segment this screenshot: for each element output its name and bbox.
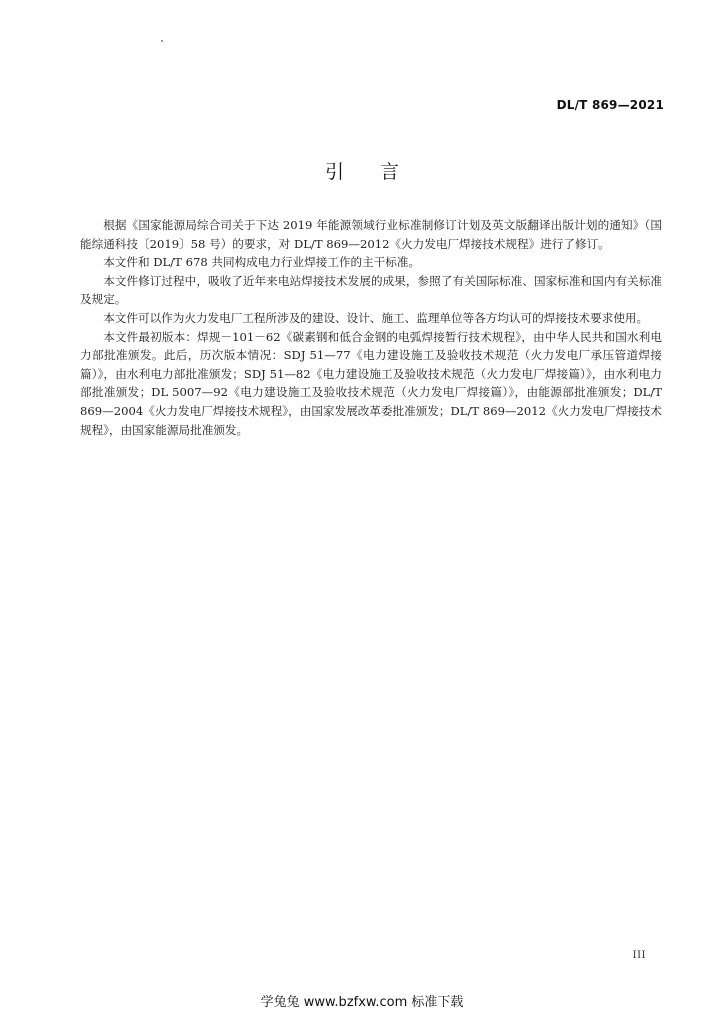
page-title: 引言: [324, 161, 435, 183]
paragraph: 根据《国家能源局综合司关于下达 2019 年能源领域行业标准制修订计划及英文版翻译出版计划的通知》（国能综通科技〔2019〕58 号）的要求，对 DL/T 869—2012《火力发电厂焊接技术规程》进行了修订。: [80, 218, 662, 251]
standard-code: DL/T 869—2021: [556, 98, 664, 112]
document-body: [80, 216, 662, 439]
watermark-text: 学兔兔 www.bzfxw.com 标准下载: [260, 995, 464, 1010]
paragraph: 本文件修订过程中，吸收了近年来电站焊接技术发展的成果，参照了有关国际标准、国家标准和国内有关标准及规定。: [80, 273, 662, 307]
paragraph: 本文件可以作为火力发电厂工程所涉及的建设、设计、施工、监理单位等各方均认可的焊接技术要求使用。: [103, 310, 649, 325]
paragraph: 本文件最初版本：焊规－101－62《碳素钢和低合金钢的电弧焊接暂行技术规程》，由中华人民共和国水利电力部批准颁发。此后，历次版本情况：SDJ 51—77《电力建设施工及验收技术规范（火力发电厂承压管道焊接篇）》，由水利电力部批准颁发；SDJ 51—82《电力建设施工及验收技术规范（火力发电厂焊接篇）》，由水利电力部批准颁发；DL 5007—92《电力建设施工及验收技术规范（火力发电厂焊接篇）》，由能源部批准颁发；DL/T 869—2004《火力发电厂焊接技术规程》，由国家发展改革委批准颁发；DL/T 869—2012《火力发电厂焊接技术规程》，由国家能源局批准颁发。: [80, 329, 662, 437]
scan-speck: [161, 40, 163, 42]
paragraph: 本文件和 DL/T 678 共同构成电力行业焊接工作的主干标准。: [103, 255, 421, 270]
page-number: III: [632, 950, 646, 961]
